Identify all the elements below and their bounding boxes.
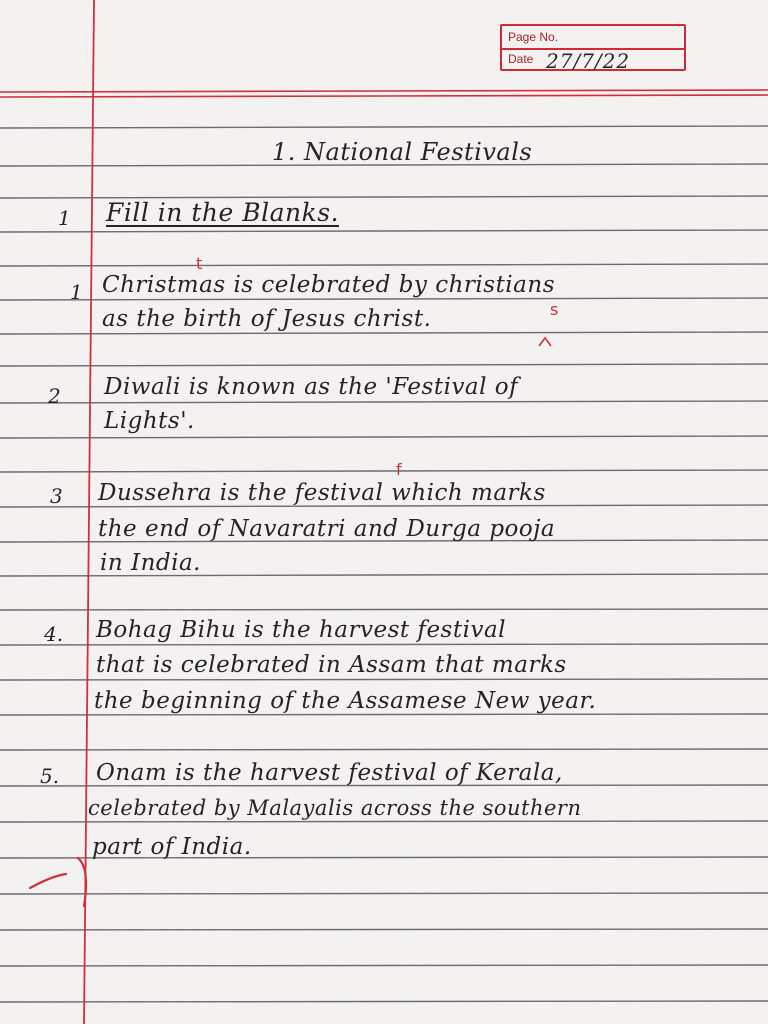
question-number: 1 (70, 280, 83, 304)
question-number: 5. (40, 764, 60, 788)
question-line: Dussehra is the festival which marks (98, 480, 546, 506)
question-line: Christmas is celebrated by christians (102, 272, 555, 298)
section-marker: 1 (58, 206, 71, 230)
question-line: celebrated by Malayalis across the southern (88, 796, 582, 820)
question-line: in India. (100, 550, 201, 576)
date-value: 27/7/22 (546, 49, 631, 73)
page-no-row (502, 26, 684, 50)
question-line: part of India. (92, 834, 252, 860)
correction-mark: f (396, 460, 402, 479)
question-line: Lights'. (104, 408, 195, 434)
question-line: Bohag Bihu is the harvest festival (96, 617, 507, 643)
question-line: the end of Navaratri and Durga pooja (98, 516, 556, 542)
page-no-label: Page No. (508, 30, 559, 44)
date-row (502, 48, 684, 73)
question-line: Diwali is known as the 'Festival of (104, 374, 519, 400)
question-number: 4. (44, 622, 64, 646)
question-line: as the birth of Jesus christ. (102, 306, 432, 332)
correction-mark: t (196, 254, 203, 273)
top-red-rule (0, 90, 768, 97)
question-number: 3 (50, 484, 63, 508)
page-header-box (500, 24, 686, 71)
correction-mark: s (550, 300, 559, 319)
question-line: that is celebrated in Assam that marks (96, 652, 567, 678)
caret-mark (539, 338, 551, 346)
question-number: 2 (48, 384, 61, 408)
question-line: the beginning of the Assamese New year. (94, 688, 597, 714)
date-label: Date (508, 52, 534, 66)
check-mark (30, 858, 86, 906)
section-heading: Fill in the Blanks. (106, 198, 340, 227)
question-line: Onam is the harvest festival of Kerala, (96, 760, 563, 786)
page-title: 1. National Festivals (272, 138, 533, 166)
